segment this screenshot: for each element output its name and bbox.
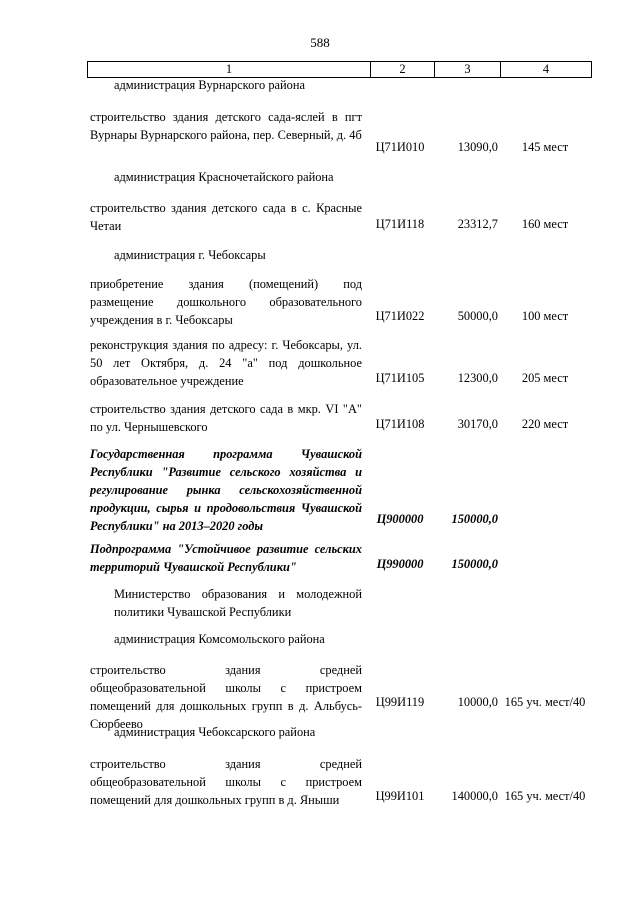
item-amount: 30170,0 [457,417,498,431]
item-code: Ц71И105 [375,371,425,385]
org-heading: администрация г. Чебоксары [114,248,266,262]
item-code: Ц99И101 [375,789,425,803]
program-description: Государственная программа Чувашской Республики "Развитие сельского хозяйства и регулирование рынка сельскохозяйственной продукции, сырья и продовольствия Чувашской Республики" на 2013–2020 годы [90,447,362,533]
item-description: строительство здания средней общеобразовательной школы с пристроем помещений для дошкольных групп в д. Яныши [90,757,362,807]
org-heading: администрация Вурнарского района [114,78,305,92]
item-amount: 13090,0 [457,140,498,154]
org-heading: администрация Комсомольского района [114,632,325,646]
item-capacity: 205 мест [521,371,569,385]
item-code: Ц71И022 [375,309,425,323]
program-code: Ц900000 [376,512,424,526]
item-code: Ц71И118 [375,217,425,231]
org-heading: администрация Чебоксарского района [114,725,316,739]
item-amount: 140000,0 [451,789,498,803]
item-description: реконструкция здания по адресу: г. Чебоксары, ул. 50 лет Октября, д. 24 "а" под дошкольное образовательное учреждение [90,338,362,388]
program-amount: 150000,0 [451,512,498,526]
item-code: Ц99И119 [375,695,425,709]
item-amount: 50000,0 [457,309,498,323]
header-col-2: 2 [371,62,435,77]
item-description: строительство здания детского сада в с. Красные Четаи [90,201,362,233]
item-capacity: 165 уч. мест/40 [504,695,586,709]
org-heading: Министерство образования и молодежной политики Чувашской Республики [114,587,362,619]
item-code: Ц71И108 [375,417,425,431]
page-number: 588 [310,35,330,50]
item-capacity: 160 мест [521,217,569,231]
item-amount: 10000,0 [457,695,498,709]
subprogram-code: Ц990000 [376,557,424,571]
org-heading: администрация Красночетайского района [114,170,334,184]
header-col-1: 1 [88,62,371,77]
item-amount: 12300,0 [457,371,498,385]
item-code: Ц71И010 [375,140,425,154]
item-capacity: 100 мест [521,309,569,323]
header-col-3: 3 [435,62,501,77]
item-description: строительство здания детского сада-яслей в пгт Вурнары Вурнарского района, пер. Северный, д. 4б [90,110,362,142]
subprogram-description: Подпрограмма "Устойчивое развитие сельских территорий Чувашской Республики" [90,542,362,574]
item-description: приобретение здания (помещений) под размещение дошкольного образовательного учреждения в г. Чебоксары [90,277,362,327]
item-amount: 23312,7 [457,217,498,231]
header-col-4: 4 [542,62,550,76]
item-capacity: 165 уч. мест/40 [504,789,586,803]
item-capacity: 145 мест [521,140,569,154]
subprogram-amount: 150000,0 [451,557,498,571]
item-capacity: 220 мест [521,417,569,431]
item-description: строительство здания средней общеобразовательной школы с пристроем помещений для дошкольных групп в д. Альбусь-Сюрбеево [90,663,362,731]
table-header [87,61,592,78]
item-description: строительство здания детского сада в мкр. VI "А" по ул. Чернышевского [90,402,362,434]
